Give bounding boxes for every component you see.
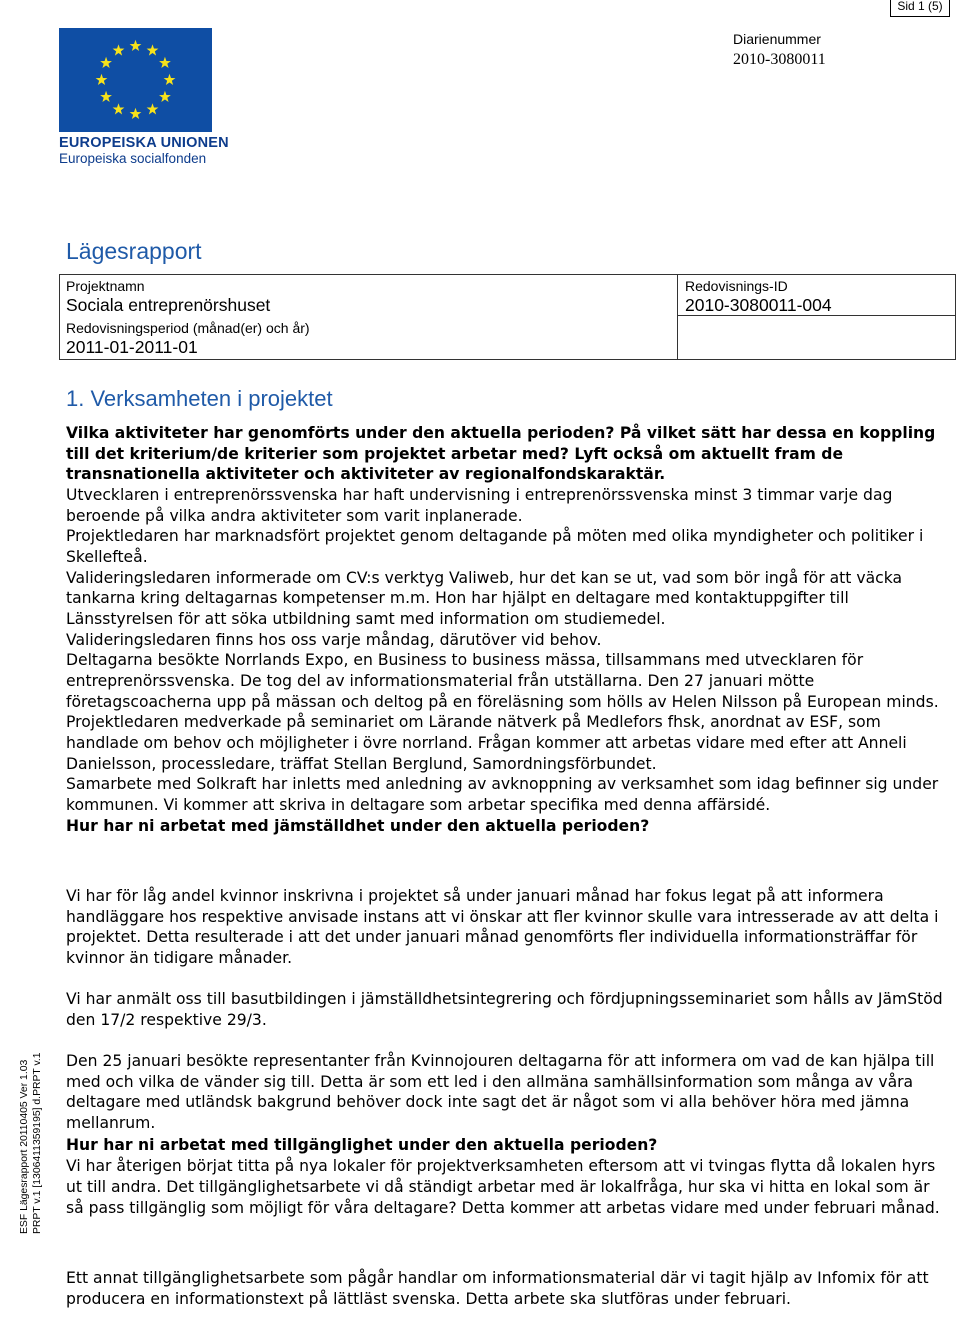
paragraph: Vi har anmält oss till basutbildingen i jämställdhetsintegrering och fördjupningsseminariet som hålls av JämStöd den 17/2 respektive 29/3.: [66, 990, 943, 1029]
eu-logo: [59, 28, 229, 166]
paragraph: Valideringsledaren finns hos oss varje måndag, därutöver vid behov.: [66, 630, 602, 649]
projektnamn-label: Projektnamn: [66, 278, 145, 294]
projektnamn-value: Sociala entreprenörshuset: [66, 295, 271, 315]
paragraph: Vi har återigen börjat titta på nya lokaler för projektverksamheten eftersom att vi tvingas flytta då lokalen hyrs ut till andra. Det tillgänglighetsarbete vi då ständigt arbetar med är lokalfråga, hur ska vi hitta en lokal som är så pass tillgänglig som möjligt för våra deltagare? Detta kommer att arbetas vidare med under februari månad.: [66, 1157, 940, 1217]
redovisnings-id-value: 2010-3080011-004: [685, 295, 832, 315]
question-accessibility: Hur har ni arbetat med tillgänglighet under den aktuella perioden?: [66, 1135, 658, 1154]
report-title: Lägesrapport: [66, 238, 202, 264]
paragraph: Projektledaren medverkade på seminariet om Lärande nätverk på Medlefors fhsk, anordnat av ESF, som handlade om behov och möjligheter i övre norrland. Frågan kommer att arbetas vidare med efter att Anneli Danielsson, processledare, träffat Stellan Berglund, Samordningsförbundet.: [66, 713, 907, 773]
paragraph: Valideringsledaren informerade om CV:s verktyg Valiweb, hur det kan se ut, vad som bör ingå för att väcka tankarna kring deltagarnas kompetenser m.m. Hon har hjälpt en deltagare med kontaktuppgifter till Länsstyrelsen för att söka utbildning samt med information om studiemedel.: [66, 568, 903, 628]
document-version-sidebar: [18, 1052, 44, 1234]
logo-line-2: Europeiska socialfonden: [59, 151, 207, 166]
report-body-3: [66, 989, 951, 1030]
sidebar-line-2: PRPT v.1 [1306411359195] d.PRPT v.1: [32, 1052, 43, 1234]
diarienummer-label: Diarienummer: [733, 31, 821, 47]
report-body-4: [66, 1051, 951, 1218]
diarienummer-value: 2010-3080011: [733, 51, 826, 68]
paragraph: Den 25 januari besökte representanter från Kvinnojouren deltagarna för att informera om vad de kan hjälpa till med och vilka de vänder sig till. Detta är som ett led i den allmäna samhällsinformation som många av våra deltagare med utländsk bakgrund behöver dock inte sagt det är något som vi alla behöver höra med jämna mellanrum.: [66, 1052, 935, 1132]
period-value: 2011-01-2011-01: [66, 337, 198, 357]
redovisnings-id-label: Redovisnings-ID: [685, 278, 788, 294]
report-body-5: [66, 1268, 951, 1309]
paragraph: Vi har för låg andel kvinnor inskrivna i projektet så under januari månad har fokus legat på att informera handläggare hos respektive anvisade instans att vi önskar att fler kvinnor skulle vara intresserade av att delta i projektet. Detta resulterade i att det under januari månad genomförts fler individuella informationsträffar för kvinnor än tidigare månader.: [66, 887, 939, 967]
eu-flag-icon: [59, 28, 212, 132]
diarienummer: [733, 29, 826, 71]
question-activities: Vilka aktiviteter har genomförts under den aktuella perioden? På vilket sätt har dessa en koppling till det kriterium/de kriterier som projektet arbetar med? Lyft också om aktuellt fram de transnationella aktiviteter och aktiviteter av regionalfondskaraktär.: [66, 424, 936, 484]
question-equality: Hur har ni arbetat med jämställdhet under den aktuella perioden?: [66, 817, 650, 836]
project-info-box: [59, 274, 956, 360]
section-heading: 1. Verksamheten i projektet: [66, 386, 333, 411]
logo-line-1: EUROPEISKA UNIONEN: [59, 135, 229, 151]
sidebar-line-1: ESF Lägesrapport 20110405 Ver 1.03: [19, 1059, 30, 1234]
report-body-1: [66, 423, 951, 837]
report-body-2: [66, 886, 951, 969]
divider: [677, 275, 678, 359]
paragraph: Ett annat tillgänglighetsarbete som pågår handlar om informationsmaterial där vi tagit hjälp av Infomix för att producera en informationstext på lättläst svenska. Detta arbete ska slutföras under februari.: [66, 1269, 929, 1308]
paragraph: Samarbete med Solkraft har inletts med anledning av avknoppning av verksamhet som idag befinner sig under kommunen. Vi kommer att skriva in deltagare som arbetar specifika med denna affärsidé.: [66, 775, 939, 814]
paragraph: Projektledaren har marknadsfört projektet genom deltagande på möten med olika myndigheter och politiker i Skellefteå.: [66, 527, 924, 566]
period-label: Redovisningsperiod (månad(er) och år): [66, 320, 310, 336]
paragraph: Deltagarna besökte Norrlands Expo, en Business to business mässa, tillsammans med utvecklaren för entreprenörssvenska. De tog del av informationsmaterial från utställarna. Den 27 januari mötte företagscoacherna upp på mässan och deltog på en föreläsning som hölls av Helen Nilsson på European minds.: [66, 651, 939, 711]
page-number: Sid 1 (5): [890, 0, 950, 17]
paragraph: Utvecklaren i entreprenörssvenska har haft undervisning i entreprenörssvenska minst 3 timmar varje dag beroende på vilka andra aktiviteter som varit inplanerade.: [66, 485, 893, 525]
